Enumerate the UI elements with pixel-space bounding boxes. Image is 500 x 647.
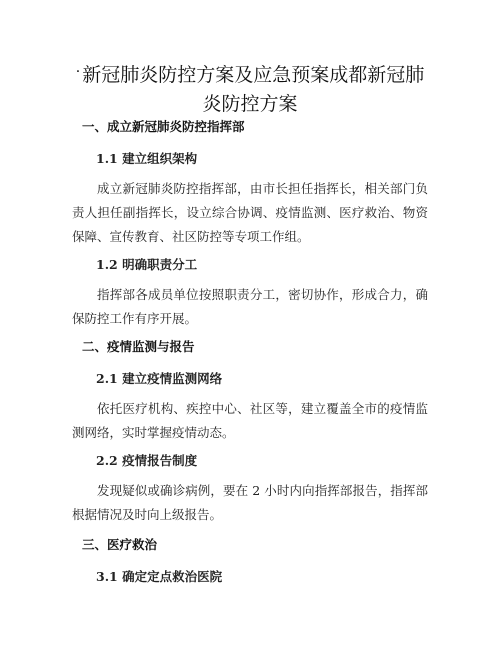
document-title-text: 新冠肺炎防控方案及应急预案成都新冠肺炎防控方案 bbox=[82, 64, 425, 115]
paragraph-2-2: 发现疑似或确诊病例，要在 2 小时内向指挥部报告，指挥部根据情况及时向上级报告。 bbox=[72, 483, 428, 522]
section-heading-3: 三、医疗救治 bbox=[82, 537, 158, 552]
paragraph-1-1: 成立新冠肺炎防控指挥部，由市长担任指挥长，相关部门负责人担任副指挥长，设立综合协调、疫情监测、医疗救治、物资保障、宣传教育、社区防控等专项工作组。 bbox=[72, 181, 428, 244]
section-heading-2: 二、疫情监测与报告 bbox=[82, 339, 195, 354]
document-title bbox=[70, 58, 430, 119]
subsection-heading-1-2: 1.2 明确职责分工 bbox=[96, 257, 198, 272]
subsection-heading-1-1: 1.1 建立组织架构 bbox=[96, 151, 198, 166]
section-heading-1: 一、成立新冠肺炎防控指挥部 bbox=[82, 119, 245, 134]
subsection-heading-2-1: 2.1 建立疫情监测网络 bbox=[96, 371, 223, 386]
subsection-heading-2-2: 2.2 疫情报告制度 bbox=[96, 453, 198, 468]
subsection-heading-3-1: 3.1 确定定点救治医院 bbox=[96, 569, 223, 584]
paragraph-1-2: 指挥部各成员单位按照职责分工，密切协作，形成合力，确保防控工作有序开展。 bbox=[72, 287, 428, 326]
title-bullet: · bbox=[75, 64, 81, 80]
paragraph-2-1: 依托医疗机构、疾控中心、社区等，建立覆盖全市的疫情监测网络，实时掌握疫情动态。 bbox=[72, 401, 428, 440]
